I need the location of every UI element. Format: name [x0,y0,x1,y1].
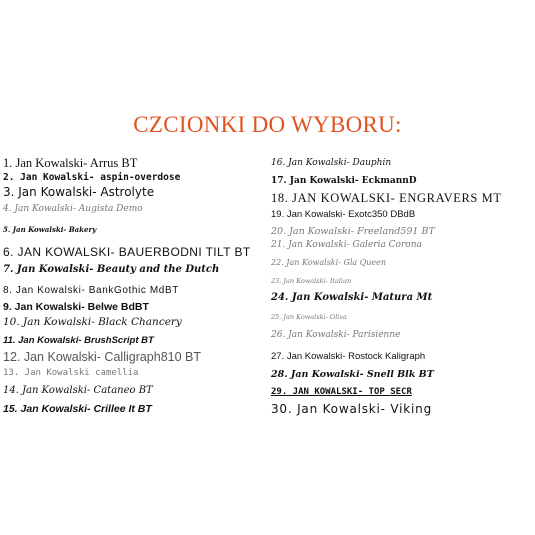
font-item-16: 16. Jan Kowalski- Dauphin [271,158,392,168]
font-item-28: 28. Jan Kowalski- Snell Blk BT [271,369,434,380]
page-title: CZCIONKI DO WYBORU: [133,112,402,137]
font-item-23: 23. Jan Kowalski- Italian [271,277,352,285]
font-item-9: 9. Jan Kowalski- Belwe BdBT [3,301,149,313]
font-item-29: 29. JAN KOWALSKI- TOP SECR [271,387,412,397]
font-item-25: 25. Jan Kowalski- Oliva [271,313,347,321]
font-item-30: 30. Jan Kowalski- Viking [271,402,432,416]
font-item-3: 3. Jan Kowalski- Astrolyte [3,185,155,199]
font-item-13: 13. Jan Kowalski camellia [3,368,139,378]
font-item-5: 5. Jan Kowalski- Bakery [3,225,97,234]
font-item-17: 17. Jan Kowalski- EckmannD [271,176,417,186]
font-item-12: 12. Jan Kowalski- Calligraph810 BT [3,350,202,364]
font-item-8: 8. Jan Kowalski- BankGothic MdBT [3,285,179,296]
font-item-7: 7. Jan Kowalski- Beauty and the Dutch [3,264,220,275]
font-item-21: 21. Jan Kowalski- Galeria Corona [271,240,422,250]
font-item-20: 20. Jan Kowalski- Freeland591 BT [271,226,435,237]
font-item-27: 27. Jan Kowalski- Rostock Kaligraph [271,351,426,362]
font-item-4: 4. Jan Kowalski- Augista Demo [3,204,143,214]
font-item-26: 26. Jan Kowalski- Parisienne [271,330,401,340]
font-item-10: 10. Jan Kowalski- Black Chancery [3,316,182,328]
font-item-22: 22. Jan Kowalski- Gla Queen [271,258,387,267]
font-item-6: 6. JAN KOWALSKI- BAUERBODNI TILT BT [3,245,251,259]
font-item-15: 15. Jan Kowalski- Crillee It BT [3,403,152,415]
font-item-18: 18. JAN KOWALSKI- ENGRAVERS MT [271,191,502,205]
font-item-14: 14. Jan Kowalski- Cataneo BT [3,385,153,396]
font-item-2: 2. Jan Kowalski- aspin-overdose [3,172,181,183]
font-item-1: 1. Jan Kowalski- Arrus BT [3,156,138,170]
font-item-11: 11. Jan Kowalski- BrushScript BT [3,335,154,346]
font-item-24: 24. Jan Kowalski- Matura Mt [271,292,433,303]
font-item-19: 19. Jan Kowalski- Exotc350 DBdB [271,209,416,220]
